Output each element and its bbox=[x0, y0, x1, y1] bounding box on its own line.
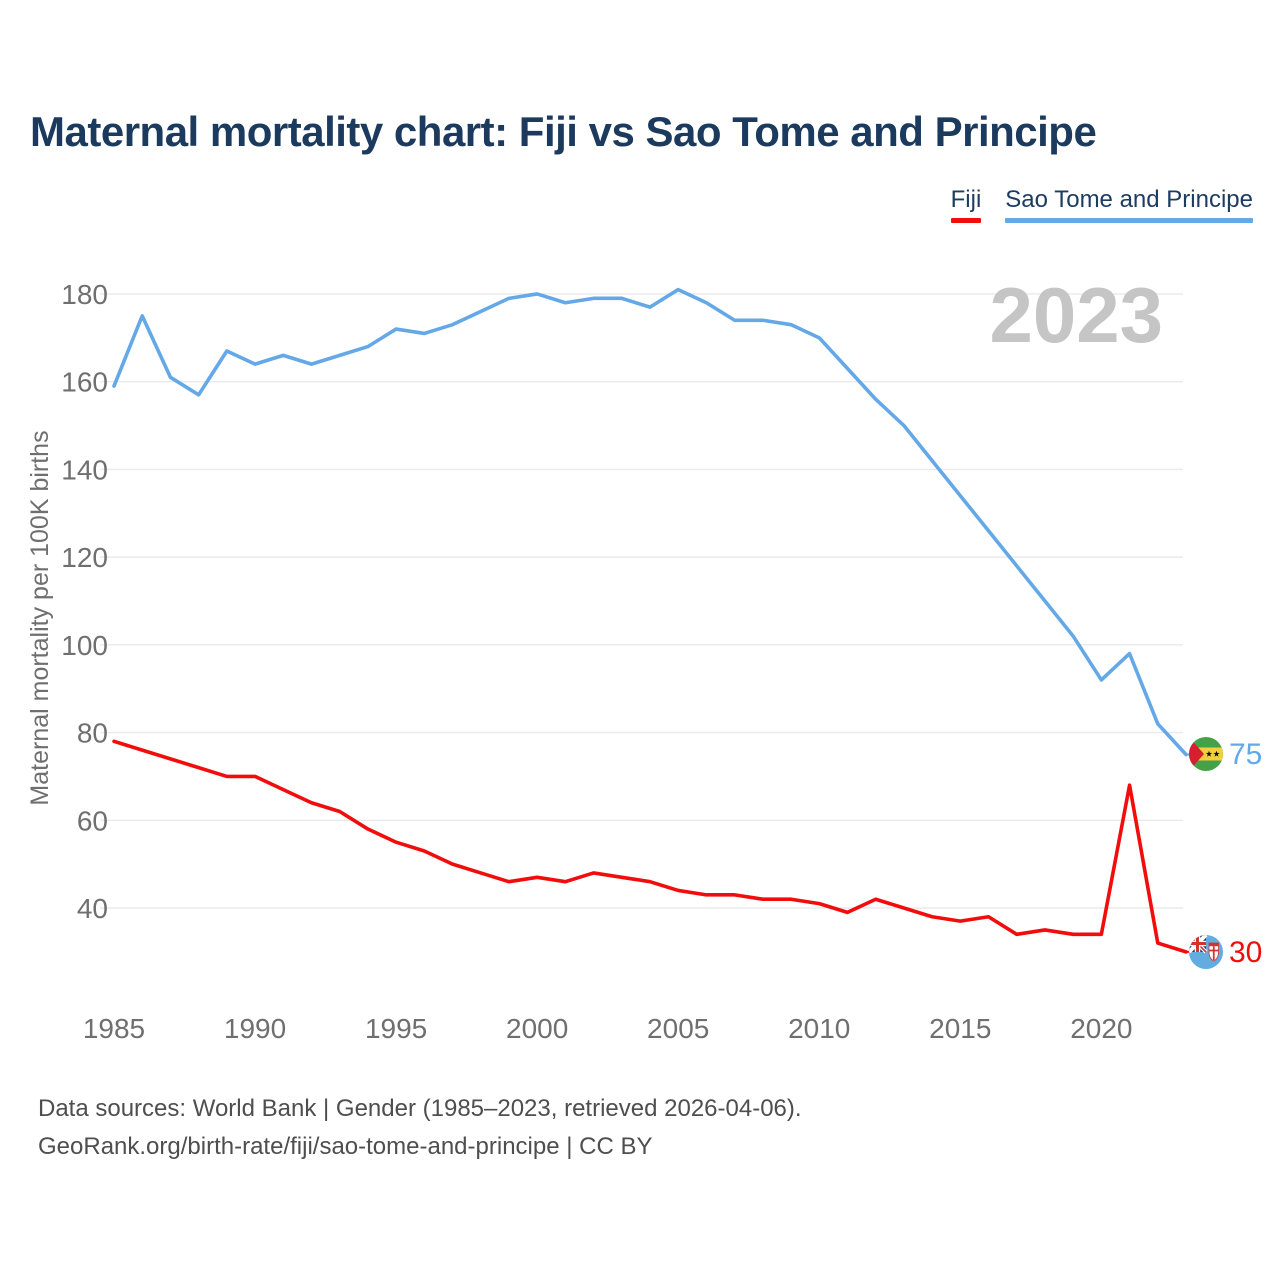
legend-underline-sao-tome bbox=[1005, 218, 1253, 223]
legend-underline-fiji bbox=[951, 218, 982, 223]
svg-text:2020: 2020 bbox=[1070, 1013, 1133, 1044]
legend-item-fiji[interactable] bbox=[951, 186, 982, 223]
stp-end-value: 75 bbox=[1229, 738, 1263, 771]
svg-text:2010: 2010 bbox=[788, 1013, 851, 1044]
fiji-flag-icon bbox=[1189, 935, 1223, 969]
footer-sources-line: Data sources: World Bank | Gender (1985–2023, retrieved 2026-04-06). bbox=[38, 1095, 802, 1122]
xtick-labels bbox=[83, 1013, 1133, 1044]
svg-text:180: 180 bbox=[61, 278, 108, 310]
svg-text:2015: 2015 bbox=[929, 1013, 992, 1044]
legend-label-sao-tome: Sao Tome and Principe bbox=[1005, 186, 1253, 213]
svg-text:2000: 2000 bbox=[506, 1013, 569, 1044]
page-title: Maternal mortality chart: Fiji vs Sao Tome and Principe bbox=[30, 108, 1097, 155]
svg-text:1985: 1985 bbox=[82, 1013, 146, 1044]
svg-text:1995: 1995 bbox=[364, 1013, 428, 1044]
watermark-year: 2023 bbox=[989, 271, 1163, 359]
data-series-lines bbox=[114, 290, 1189, 952]
y-axis-title: Maternal mortality per 100K births bbox=[26, 430, 54, 806]
svg-text:40: 40 bbox=[76, 893, 108, 924]
svg-text:160: 160 bbox=[61, 366, 108, 398]
sao-tome-flag-icon bbox=[1189, 737, 1223, 771]
legend bbox=[951, 186, 1253, 223]
svg-text:80: 80 bbox=[76, 717, 108, 749]
legend-label-fiji: Fiji bbox=[950, 186, 982, 213]
fiji-end-value: 30 bbox=[1229, 936, 1263, 969]
svg-text:140: 140 bbox=[61, 454, 108, 486]
gridlines-and-yticks bbox=[61, 279, 1183, 924]
legend-item-sao-tome[interactable] bbox=[1005, 186, 1253, 223]
svg-text:1990: 1990 bbox=[223, 1013, 287, 1044]
footer-url-line: GeoRank.org/birth-rate/fiji/sao-tome-and-principe | CC BY bbox=[38, 1133, 653, 1160]
svg-text:2005: 2005 bbox=[647, 1013, 710, 1044]
svg-text:60: 60 bbox=[76, 805, 108, 837]
footer bbox=[38, 1090, 802, 1166]
svg-text:120: 120 bbox=[61, 542, 108, 574]
svg-text:100: 100 bbox=[61, 629, 108, 661]
